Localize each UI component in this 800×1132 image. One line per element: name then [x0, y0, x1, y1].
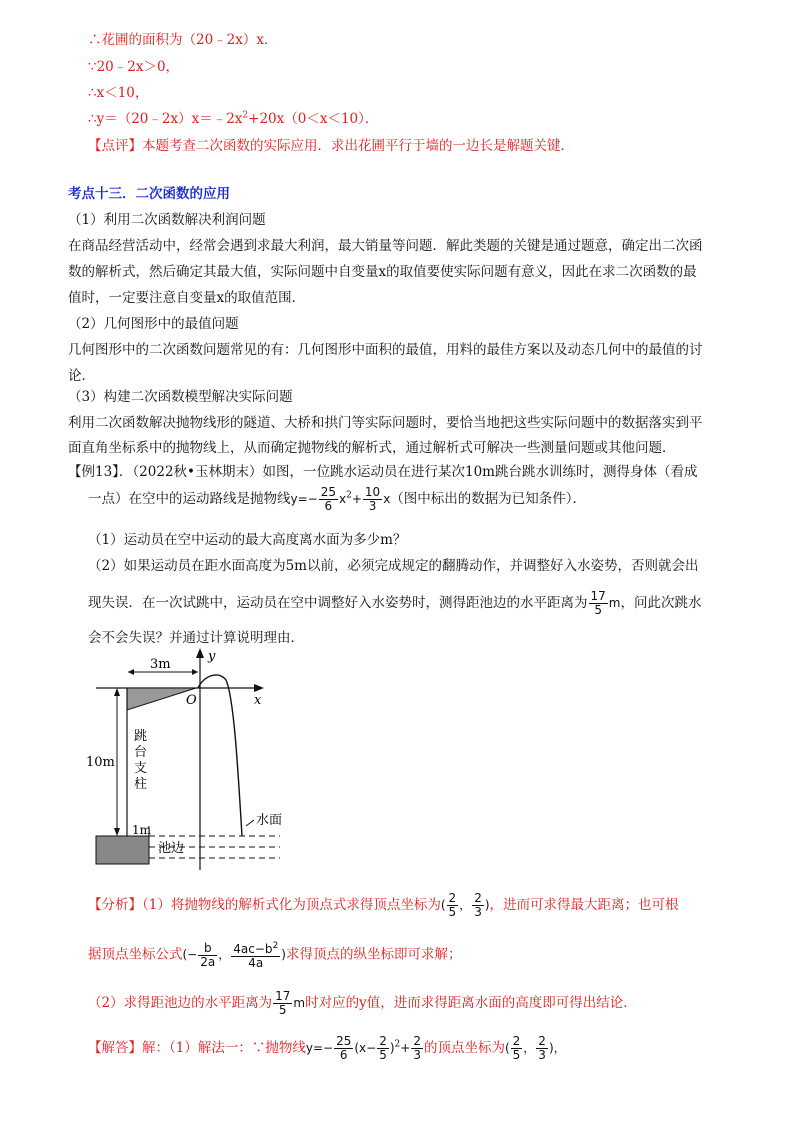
eq-x: x: [339, 492, 347, 506]
fraction: $\frac{2}{3}$: [538, 1034, 546, 1062]
eq-x: x: [383, 492, 391, 506]
paragraph-line: 在商品经营活动中，经常会遇到求最大利润，最大销量等问题．解此类题的关键是通过题意，确定出二次函: [68, 238, 703, 254]
example-equation-line: 一点）在空中的运动路线是抛物线y=− $\frac{25}{6}$ $x^2+$ $\frac{10}{3}$ x（图中标出的数据为已知条件）．: [88, 485, 587, 513]
analysis-text: 求得顶点的纵坐标即可求解；: [285, 946, 462, 963]
analysis-tag: 【分析】: [88, 897, 142, 913]
fraction: $\frac{10}{3}$: [364, 485, 381, 513]
fraction: $\frac{b}{2a}$: [200, 940, 216, 969]
analysis-text: 据顶点坐标公式: [88, 946, 183, 963]
fraction: $\frac{17}{5}$: [590, 589, 606, 617]
analysis-text: ，进而可求得最大距离；也可根: [489, 897, 679, 913]
answer-tag: 【解答】: [88, 1040, 142, 1056]
solution-expr-rest: +20x（0＜x＜10）．: [248, 111, 379, 127]
fraction: $\frac{25}{6}$: [320, 485, 336, 513]
question-2-line-1: （2）如果运动员在距水面高度为5m以前，必须完成规定的翻腾动作，并调整好入水姿势，否则就会出: [88, 558, 699, 574]
analysis-text: （1）将抛物线的解析式化为顶点式求得顶点坐标为: [142, 897, 441, 913]
solution-line-1: ∴花圃的面积为（20﹣2x）x．: [88, 32, 278, 48]
question-2-line-3: 会不会失误？并通过计算说明理由．: [88, 630, 304, 646]
trajectory-parabola: [198, 675, 242, 836]
paragraph-line: 面直角坐标系中的抛物线上，从而确定抛物线的解析式，通过解析式可解决一些测量问题或其他问题．: [68, 440, 676, 456]
height-10m: 10m: [86, 755, 115, 770]
y-axis-arrow: [196, 648, 204, 658]
review-tag: 【点评】: [88, 138, 142, 154]
question-2-line-2: [88, 590, 701, 617]
example-text: （图中标出的数据为已知条件）．: [390, 491, 587, 507]
analysis-text: （2）求得距池边的水平距离为: [88, 995, 273, 1011]
example-heading: 【例13】．（2022秋•玉林期末）如图，一位跳水运动员在进行某次10m跳台跳水训练时，测得身体（看成: [68, 464, 698, 480]
solution-expr: ∴y＝（20﹣2x）x＝﹣2x: [88, 111, 243, 127]
solution-line-3: ∴x＜10，: [88, 85, 149, 101]
eq-plus: +: [351, 492, 362, 506]
exponent: 2: [242, 110, 249, 121]
unit: m: [293, 996, 306, 1010]
paragraph-line: 利用二次函数解决抛物线形的隧道、大桥和拱门等实际问题时，要恰当地把这些实际问题中的数据落实到平: [68, 415, 703, 431]
analysis-text: 时对应的y值，进而求得距离水面的高度即可得出结论．: [305, 995, 637, 1011]
fraction: $\frac{2}{3}$: [474, 891, 482, 919]
solution-line-4: [88, 107, 378, 127]
fraction: $\frac{4ac-b^2}{4a}$: [233, 941, 279, 970]
fraction: $\frac{2}{5}$: [448, 891, 457, 919]
analysis-line-1: 【分析】（1）将抛物线的解析式化为顶点式求得顶点坐标为( $\frac{2}{5}$ ， $\frac{2}{3}$ )，进而可求得最大距离；也可根: [88, 891, 679, 919]
paragraph-line: 值时，一定要注意自变量x的取值范围．: [68, 290, 306, 306]
eq-y: y=−: [290, 492, 318, 506]
dimension-3m: 3m: [150, 657, 171, 672]
analysis-line-2: 据顶点坐标公式(− $\frac{b}{2a}$ ， $\frac{4ac-b^2}{4a}$ )求得顶点的纵坐标即可求解；: [88, 940, 462, 970]
fraction: $\frac{2}{3}$: [413, 1034, 421, 1062]
x-axis-label: x: [254, 693, 262, 708]
answer-line-1: 【解答】解：（1）解法一：∵抛物线y=− $\frac{25}{6}$ (x− $\frac{2}{5}$ )$^2$+ $\frac{2}{3}$ 的顶点坐标为( $\frac{2}{5}$ ， $\frac{2}{3}$ )，: [88, 1034, 566, 1062]
fraction: $\frac{2}{5}$: [512, 1034, 521, 1062]
pool-base: [96, 836, 149, 864]
paragraph-line: 论．: [68, 368, 95, 384]
question-text: 现失误．在一次试跳中，运动员在空中调整好入水姿势时，测得距池边的水平距离为: [88, 595, 588, 611]
question-text: ，问此次跳水: [620, 595, 702, 611]
pillar-char: 跳: [134, 729, 148, 744]
pillar-char: 柱: [134, 777, 148, 792]
fraction: $\frac{25}{6}$: [336, 1034, 352, 1062]
review-text: 本题考查二次函数的实际应用．求出花圃平行于墙的一边长是解题关键．: [142, 138, 574, 154]
y-axis-label: y: [208, 649, 216, 664]
analysis-line-3: [88, 990, 637, 1017]
paragraph-line: 几何图形中的二次函数问题常见的有：几何图形中面积的最值，用料的最佳方案以及动态几何中的最值的讨: [68, 342, 703, 358]
fraction: $\frac{2}{5}$: [379, 1034, 387, 1062]
section-title: 考点十三．二次函数的应用: [68, 186, 230, 202]
subsection-2-heading: （2）几何图形中的最值问题: [68, 316, 239, 332]
question-1: （1）运动员在空中运动的最大高度离水面为多少m？: [88, 532, 407, 548]
unit: m: [608, 596, 621, 610]
base-1m: 1m: [132, 823, 152, 837]
subsection-1-heading: （1）利用二次函数解决利润问题: [68, 212, 266, 228]
fraction: $\frac{17}{5}$: [275, 989, 291, 1017]
subsection-3-heading: （3）构建二次函数模型解决实际问题: [68, 389, 293, 405]
solution-line-2: ∵20﹣2x＞0，: [88, 59, 180, 75]
diving-figure: [0, 640, 800, 880]
origin-label: O: [186, 693, 197, 708]
water-surface-label: 水面: [256, 813, 283, 828]
answer-text: 解：（1）解法一：∵抛物线: [142, 1040, 306, 1056]
pillar-char: 支: [134, 761, 148, 776]
answer-text: 的顶点坐标为: [423, 1040, 505, 1056]
pool-edge-label: 池边: [158, 841, 185, 856]
review-line: [88, 134, 574, 154]
example-text: 一点）在空中的运动路线是抛物线: [88, 491, 291, 507]
paragraph-line: 数的解析式，然后确定其最大值，实际问题中自变量x的取值要使实际问题有意义，因此在求二次函数的最: [68, 264, 697, 280]
pillar-char: 台: [134, 745, 148, 760]
x-axis-arrow: [254, 684, 264, 692]
